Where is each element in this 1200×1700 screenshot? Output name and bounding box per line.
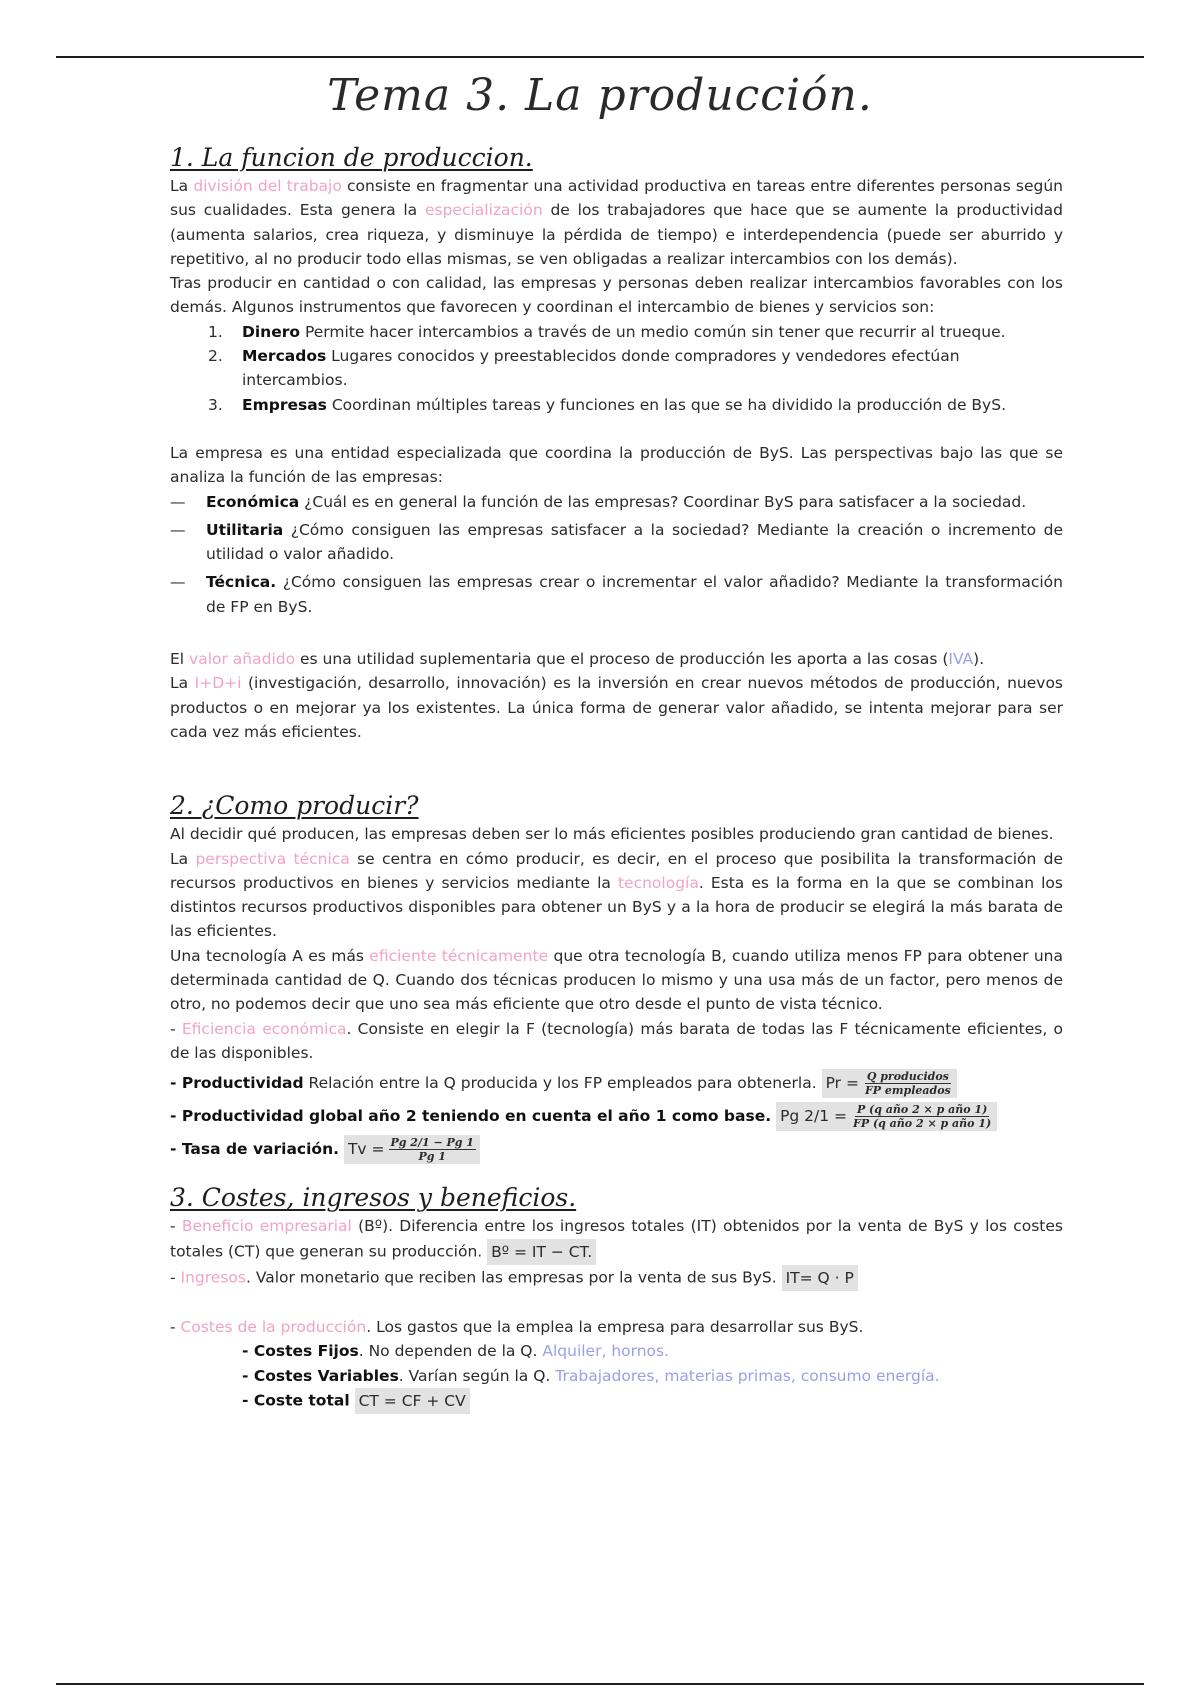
formula-label: - Productividad global año 2 teniendo en cuenta el año 1 como base.	[170, 1107, 772, 1126]
item-term: Técnica.	[206, 573, 277, 592]
text: La	[170, 674, 195, 693]
fraction-denominator: FP empleados	[864, 1084, 951, 1098]
fraction-numerator: P (q año 2 × p año 1)	[856, 1103, 988, 1117]
text: -	[170, 1217, 182, 1236]
item-term: - Coste total	[242, 1391, 350, 1410]
formula-label: - Tasa de variación.	[170, 1140, 340, 1159]
paragraph-idi	[170, 671, 1063, 744]
text: (Bº). Diferencia entre los ingresos totales (IT) obtenidos por la venta de ByS y los costes totales (CT) que generan su producción.	[170, 1217, 1063, 1261]
spacer	[170, 623, 1063, 647]
list-item	[242, 1339, 1063, 1363]
perspectives-list	[170, 490, 1063, 619]
section-3-heading: 3. Costes, ingresos y beneficios.	[170, 1183, 577, 1213]
text: . Los gastos que la emplea la empresa para desarrollar sus ByS.	[366, 1318, 864, 1337]
paragraph-decidir: Al decidir qué producen, las empresas deben ser lo más eficientes posibles produciendo gran cantidad de bienes.	[170, 825, 1054, 844]
text: (investigación, desarrollo, innovación) es la inversión en crear nuevos métodos de producción, nuevos productos o en mejorar ya los existentes. La única forma de generar valor añadido, se intenta mejorar para ser cada vez más eficientes.	[170, 674, 1063, 741]
text: que otra tecnología B, cuando utiliza menos FP para obtener una determinada cantidad de Q. Cuando dos técnicas producen lo mismo y una usa más de un factor, pero menos de otro, no podemos decir que uno sea más eficiente que otro desde el punto de vista técnico.	[170, 946, 1063, 1014]
text: consiste en fragmentar una actividad productiva en tareas entre diferentes personas según sus cualidades. Esta genera la	[170, 177, 1063, 220]
formula-box: Bº = IT − CT.	[487, 1239, 596, 1265]
item-term: Empresas	[242, 395, 327, 414]
item-number: 1.	[208, 322, 223, 341]
highlight-term: IVA	[948, 650, 974, 669]
item-term: Mercados	[242, 347, 327, 366]
item-desc: Permite hacer intercambios a través de un medio común sin tener que recurrir al trueque.	[300, 322, 1006, 341]
highlight-term: eficiente técnicamente	[369, 946, 549, 965]
bottom-rule	[56, 1683, 1144, 1685]
item-desc: . No dependen de la Q.	[358, 1342, 543, 1361]
fraction-numerator: Q producidos	[866, 1070, 949, 1084]
item-term: Utilitaria	[206, 520, 284, 539]
item-desc: . Varían según la Q.	[398, 1366, 556, 1385]
text: -	[170, 1318, 181, 1337]
dash-bullet: —	[170, 573, 186, 592]
fraction	[863, 1070, 953, 1097]
spacer	[170, 417, 1063, 441]
paragraph-ingresos	[170, 1265, 1063, 1291]
text: La	[170, 177, 194, 195]
paragraph-beneficio	[170, 1214, 1063, 1265]
text: . Valor monetario que reciben las empresas por la venta de sus ByS.	[245, 1268, 777, 1287]
highlight-term: tecnología	[617, 873, 699, 892]
item-term: Económica	[206, 492, 300, 511]
spacer	[170, 1291, 1063, 1315]
text: . Esta es la forma en la que se combinan los distintos recursos productivos disponibles para obtener un ByS y a la hora de producir se elegirá la más barata de las eficientes.	[170, 873, 1063, 941]
item-desc: Coordinan múltiples tareas y funciones en las que se ha dividido la producción de ByS.	[326, 395, 1006, 414]
paragraph-perspectiva-tecnica	[170, 847, 1063, 944]
highlight-term: Eficiencia económica	[181, 1019, 347, 1038]
list-item	[170, 490, 1063, 514]
fraction-denominator: FP (q año 2 × p año 1)	[853, 1117, 992, 1131]
highlight-term: Beneficio empresarial	[181, 1217, 352, 1236]
spacer	[170, 744, 1063, 790]
text: ).	[973, 650, 985, 669]
highlight-term: valor añadido	[189, 650, 296, 669]
item-term: - Costes Variables	[242, 1366, 399, 1385]
list-item	[242, 1388, 1063, 1414]
fraction-numerator: Pg 2/1 − Pg 1	[390, 1136, 474, 1150]
highlight-term: Costes de la producción	[180, 1318, 367, 1337]
page-title: Tema 3. La producción.	[327, 70, 873, 121]
list-item	[170, 570, 1063, 619]
text: se centra en cómo producir, es decir, en el proceso que posibilita la transformación de recursos productivos en bienes y servicios mediante la	[170, 849, 1064, 892]
paragraph-eficiencia-economica	[170, 1017, 1063, 1066]
paragraph-intercambios: Tras producir en cantidad o con calidad, las empresas y personas deben realizar intercambios favorables con los demás. Algunos instrumentos que favorecen y coordinan el intercambio de bienes y servicios son:	[170, 274, 1063, 317]
formula-productividad	[170, 1069, 1063, 1098]
fraction	[389, 1136, 476, 1163]
item-desc: ¿Cómo consiguen las empresas crear o incrementar el valor añadido? Mediante la transformación de FP en ByS.	[206, 573, 1063, 616]
section-2-heading: 2. ¿Como producir?	[170, 791, 419, 821]
item-desc: ¿Cómo consiguen las empresas satisfacer a la sociedad? Mediante la creación o incremento de utilidad o valor añadido.	[206, 520, 1063, 564]
text: es una utilidad suplementaria que el proceso de producción les aporta a las cosas (	[295, 650, 949, 669]
formula-box: IT= Q · P	[782, 1265, 858, 1291]
dash-bullet: —	[170, 492, 186, 511]
dash-bullet: —	[170, 520, 186, 539]
formula-desc: Relación entre la Q producida y los FP empleados para obtenerla.	[303, 1074, 817, 1093]
instruments-list	[170, 320, 1063, 417]
formula-tasa-variacion	[170, 1135, 1063, 1164]
item-term: Dinero	[242, 322, 301, 341]
formula-lhs: Tv =	[347, 1140, 385, 1159]
paragraph-valor-anadido	[170, 647, 1063, 671]
text: Una tecnología A es más	[170, 946, 370, 965]
formula-label: - Productividad	[170, 1074, 304, 1093]
highlight-term: perspectiva técnica	[195, 849, 350, 868]
item-number: 2.	[208, 347, 223, 366]
list-item	[208, 344, 1063, 393]
item-desc: Lugares conocidos y preestablecidos donde compradores y vendedores efectúan intercambios.	[242, 347, 960, 390]
paragraph-division-trabajo	[170, 174, 1063, 271]
text: La	[170, 849, 196, 868]
costs-list	[170, 1339, 1063, 1414]
section-1-heading: 1. La funcion de produccion.	[170, 143, 533, 172]
formula-lhs: Pr =	[825, 1074, 859, 1093]
top-rule	[56, 56, 1144, 58]
highlight-term: Ingresos	[180, 1268, 246, 1287]
paragraph-empresa: La empresa es una entidad especializada que coordina la producción de ByS. Las perspectivas bajo las que se analiza la función de las empresas:	[170, 443, 1063, 487]
list-item	[242, 1364, 1063, 1388]
paragraph-eficiencia-tecnica	[170, 944, 1063, 1017]
text: -	[170, 1019, 182, 1038]
formula-productividad-global	[170, 1102, 1063, 1131]
highlight-term: I+D+i	[194, 674, 242, 693]
text: El	[170, 650, 190, 669]
highlight-term: división del trabajo	[193, 177, 342, 195]
formula-box: CT = CF + CV	[355, 1388, 470, 1414]
item-example: Alquiler, hornos.	[542, 1342, 670, 1361]
text: . Consiste en elegir la F (tecnología) más barata de todas las F técnicamente eficientes, o de las disponibles.	[170, 1019, 1063, 1062]
item-desc: ¿Cuál es en general la función de las empresas? Coordinar ByS para satisfacer a la sociedad.	[299, 492, 1027, 511]
document-body	[170, 142, 1063, 1414]
highlight-term: especialización	[424, 201, 543, 220]
item-example: Trabajadores, materias primas, consumo energía.	[555, 1366, 940, 1385]
text: -	[170, 1268, 181, 1287]
list-item	[208, 320, 1063, 344]
list-item	[208, 393, 1063, 417]
list-item	[170, 518, 1063, 567]
fraction-denominator: Pg 1	[418, 1150, 446, 1164]
item-number: 3.	[208, 395, 223, 414]
spacer	[170, 1168, 1063, 1182]
formula-lhs: Pg 2/1 =	[780, 1107, 848, 1126]
formula-box	[344, 1135, 480, 1164]
item-term: - Costes Fijos	[242, 1342, 359, 1361]
formula-box	[776, 1102, 997, 1131]
fraction	[851, 1103, 993, 1130]
paragraph-costes	[170, 1315, 1063, 1339]
text: de los trabajadores que hace que se aumente la productividad (aumenta salarios, crea riqueza, y disminuye la pérdida de tiempo) e interdependencia (puede ser aburrido y repetitivo, al no producir todo ellas mismas, se ven obligadas a realizar intercambios con los demás).	[170, 201, 1064, 268]
formula-box	[822, 1069, 957, 1098]
